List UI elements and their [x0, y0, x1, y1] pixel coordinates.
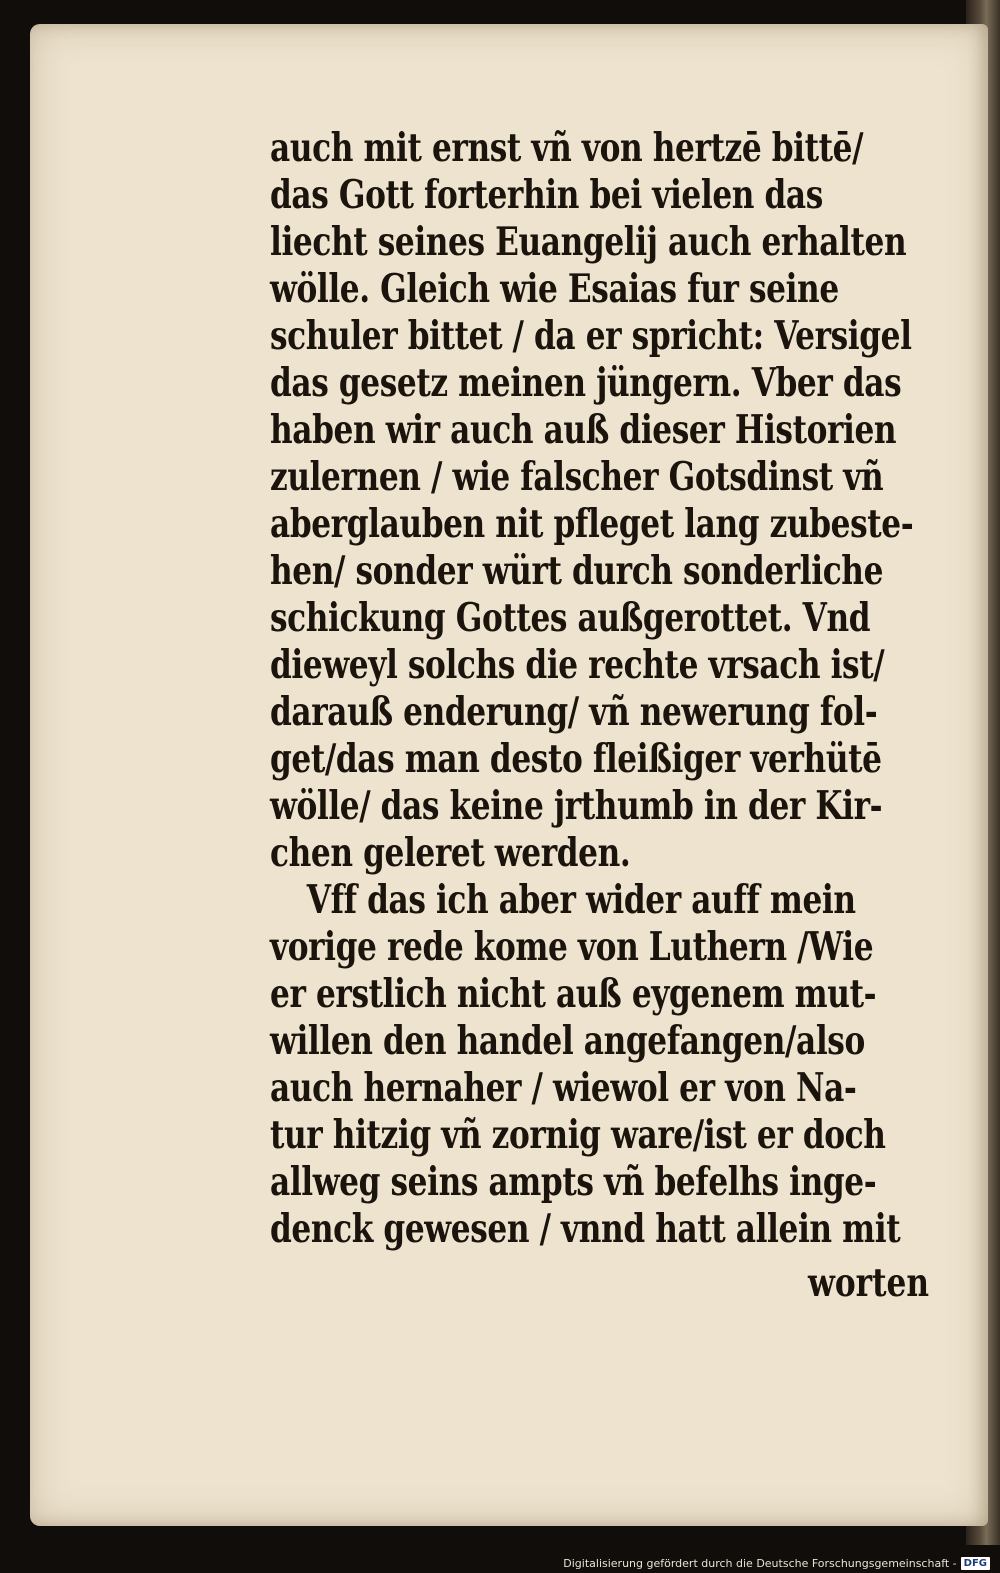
text-line: chen geleret werden.	[270, 830, 631, 876]
text-line: aberglauben nit pfleget lang zubeste-	[270, 501, 914, 547]
text-line: denck gewesen / vnnd hatt allein mit	[270, 1206, 901, 1252]
text-line: liecht seines Euangelij auch erhalten	[270, 219, 907, 265]
text-line: auch mit ernst vñ von hertzē bittē/	[270, 125, 864, 171]
text-line: wölle/ das keine jrthumb in der Kir-	[270, 783, 883, 829]
text-line: er erstlich nicht auß eygenem mut-	[270, 971, 877, 1017]
text-line: tur hitzig vñ zornig ware/ist er doch	[270, 1112, 886, 1158]
text-line: vorige rede kome von Luthern /Wie	[270, 924, 874, 970]
text-line: allweg seins ampts vñ befelhs inge-	[270, 1159, 877, 1205]
catchword: worten	[808, 1260, 930, 1306]
dfg-logo: DFG	[961, 1557, 990, 1570]
text-line: schickung Gottes außgerottet. Vnd	[270, 595, 871, 641]
text-line: das Gott forterhin bei vielen das	[270, 172, 823, 218]
page-text	[270, 125, 950, 1253]
text-line: haben wir auch auß dieser Historien	[270, 407, 897, 453]
text-line: dieweyl solchs die rechte vrsach ist/	[270, 642, 885, 688]
text-line: Vff das ich aber wider auff mein	[306, 877, 856, 923]
text-line: get/das man desto fleißiger verhütē	[270, 736, 882, 782]
text-line: willen den handel angefangen/also	[270, 1018, 865, 1064]
text-line: wölle. Gleich wie Esaias fur seine	[270, 266, 839, 312]
digitization-credit	[563, 1557, 990, 1570]
text-line: auch hernaher / wiewol er von Na-	[270, 1065, 857, 1111]
text-line: zulernen / wie falscher Gotsdinst vñ	[270, 454, 884, 500]
text-line: schuler bittet / da er spricht: Versigel	[270, 313, 912, 359]
credit-text: Digitalisierung gefördert durch die Deutsche Forschungsgemeinschaft -	[563, 1557, 957, 1570]
text-line: hen/ sonder würt durch sonderliche	[270, 548, 884, 594]
text-line: das gesetz meinen jüngern. Vber das	[270, 360, 902, 406]
text-line: darauß enderung/ vñ newerung fol-	[270, 689, 878, 735]
